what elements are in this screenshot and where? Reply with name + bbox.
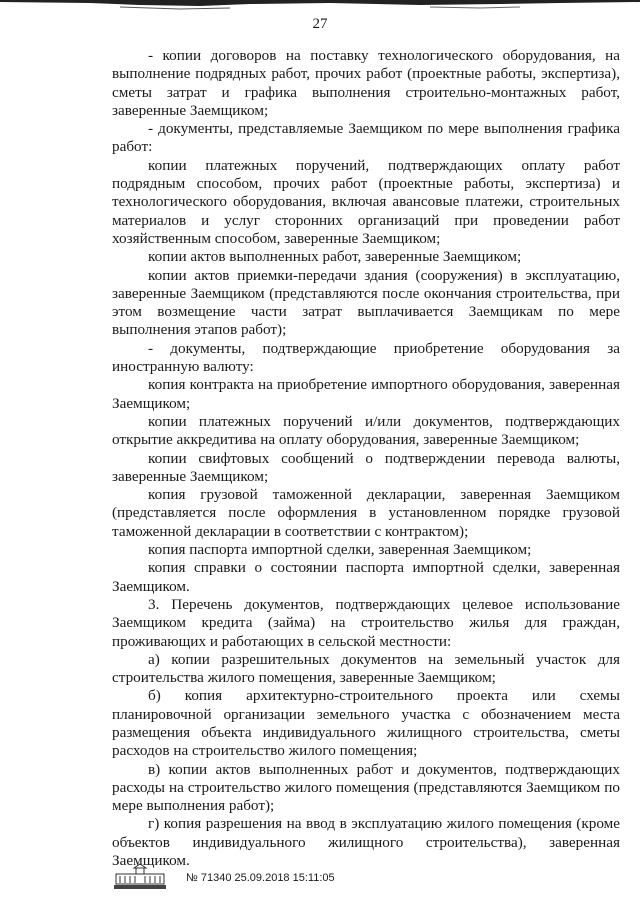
body-paragraph: б) копия архитектурно-строительного проекта или схемы планировочной организации земельного участка с обозначением места размещения объекта индивидуального жилищного строительства, сметы расходов на строительство жилого помещения; bbox=[112, 687, 620, 760]
body-paragraph: копии платежных поручений, подтверждающих оплату работ подрядным способом, прочих работ (проектные работы, экспертиза) и технологического оборудования, включая авансовые платежи, строительных материалов и услуг сторонних организаций при проведении работ хозяйственным способом, заверенные Заемщиком; bbox=[112, 156, 620, 247]
scan-edge-artifact bbox=[0, 0, 640, 14]
body-paragraph: 3. Перечень документов, подтверждающих целевое использование Заемщиком кредита (займа) на строительство жилья для граждан, проживающих и работающих в сельской местности: bbox=[112, 595, 620, 650]
body-paragraph: копия паспорта импортной сделки, заверенная Заемщиком; bbox=[148, 541, 532, 559]
body-paragraph: копия контракта на приобретение импортного оборудования, заверенная Заемщиком; bbox=[112, 376, 620, 412]
body-paragraph: в) копии актов выполненных работ и документов, подтверждающих расходы на строительство жилого помещения (представляются Заемщиком по мере выполнения работ); bbox=[112, 760, 620, 815]
body-paragraph: копии актов выполненных работ, заверенные Заемщиком; bbox=[148, 248, 522, 266]
page-number: 27 bbox=[312, 16, 328, 32]
registration-stamp-text: № 71340 25.09.2018 15:11:05 bbox=[186, 872, 335, 884]
body-paragraph: копии платежных поручений и/или документов, подтверждающих открытие аккредитива на оплату оборудования, заверенные Заемщиком; bbox=[112, 412, 620, 449]
document-body bbox=[112, 47, 620, 870]
body-paragraph: а) копии разрешительных документов на земельный участок для строительства жилого помещения, заверенные Заемщиком; bbox=[112, 650, 620, 687]
footer-stamp bbox=[112, 862, 412, 892]
body-paragraph: копия справки о состоянии паспорта импортной сделки, заверенная Заемщиком. bbox=[112, 559, 620, 595]
body-paragraph: копии актов приемки-передачи здания (сооружения) в эксплуатацию, заверенные Заемщиком (представляются после окончания строительства, при этом возмещение части затрат выплачивается Заемщикам по мере выполнения этапов работ); bbox=[112, 266, 620, 339]
body-paragraph: копия грузовой таможенной декларации, заверенная Заемщиком (представляется после оформления в установленном порядке грузовой таможенной декларации в соответствии с контрактом); bbox=[112, 486, 620, 540]
government-building-emblem-icon bbox=[112, 862, 168, 892]
body-paragraph: - документы, представляемые Заемщиком по мере выполнения графика работ: bbox=[112, 120, 620, 156]
body-paragraph: г) копия разрешения на ввод в эксплуатацию жилого помещения (кроме объектов индивидуального жилищного строительства), заверенная Заемщиком. bbox=[112, 815, 620, 870]
body-paragraph: - копии договоров на поставку технологического оборудования, на выполнение подрядных работ, прочих работ (проектные работы, экспертиза), сметы затрат и графика выполнения строительно-монтажных работ, заверенные Заемщиком; bbox=[112, 47, 620, 119]
body-paragraph: копии свифтовых сообщений о подтверждении перевода валюты, заверенные Заемщиком; bbox=[112, 449, 620, 485]
body-paragraph: - документы, подтверждающие приобретение оборудования за иностранную валюту: bbox=[112, 339, 620, 376]
